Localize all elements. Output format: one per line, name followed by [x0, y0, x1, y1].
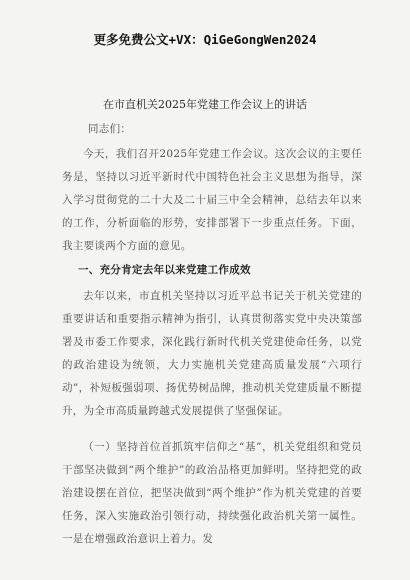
- paragraph: （一）坚持首位首抓筑牢信仰之“基”，机关党组织和党员干部坚决做到“两个维护”的政治品格更加鲜明。坚持把党的政治建设摆在首位，把坚决做到“两个维护”作为机关党建的首要任务，深入实施政治引领行动，持续强化政治机关第一属性。一是在增强政治意识上着力。发: [62, 441, 362, 545]
- salutation: 同志们：: [88, 123, 132, 135]
- section-heading: 一、充分肯定去年以来党建工作成效: [78, 264, 251, 276]
- watermark-header: 更多免费公文+VX：QiGeGongWen2024: [93, 32, 317, 47]
- paragraph: 去年以来，市直机关坚持以习近平总书记关于机关党建的重要讲话和重要指示精神为指引，认真贯彻落实党中央决策部署及市委工作要求，深化践行新时代机关党建使命任务，以党的政治建设为统领，大力实施机关党建高质量发展“六项行动”，补短板强弱项、扬优势树品牌，推动机关党建质量不断提升，为全市高质量跨越式发展提供了坚强保证。: [62, 290, 362, 417]
- paragraph-intro: 今天，我们召开2025年党建工作会议。这次会议的主要任务是，坚持以习近平新时代中国特色社会主义思想为指导，深入学习贯彻党的二十大及二十届三中全会精神，总结去年以来的工作，分析面临的形势，安排部署下一步重点任务。下面，我主要谈两个方面的意见。: [62, 148, 362, 252]
- document-title: 在市直机关2025年党建工作会议上的讲话: [103, 98, 307, 111]
